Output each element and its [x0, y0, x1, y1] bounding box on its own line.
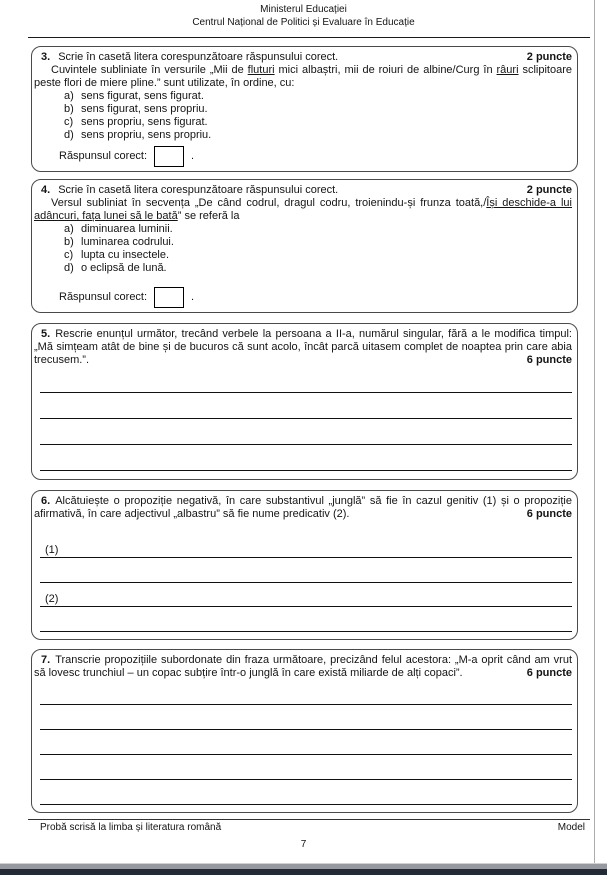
- option-c: [64, 116, 572, 129]
- slot-1-label: (1): [45, 544, 59, 556]
- bottom-bar-dark: [0, 869, 607, 875]
- option-d: [64, 262, 572, 275]
- option-b: [64, 236, 572, 249]
- body-text: sclipitoare peste flori de miere pline.” sunt utilizate, în ordine, cu:: [34, 64, 572, 89]
- question-body: [34, 328, 572, 367]
- option-b: [64, 103, 572, 116]
- writing-line[interactable]: [40, 534, 572, 558]
- option-letter: b): [64, 103, 74, 115]
- points-badge: 2 puncte: [526, 51, 572, 63]
- question-text: Transcrie propozițiile subordonate din fraza următoare, precizând felul acestora: „M-a oprit când am vrut să lovesc trunchiul – un copac subțire într-o junglă în care există miliarde de alți copaci”.: [34, 654, 572, 679]
- options-list: [64, 223, 572, 275]
- option-letter: b): [64, 236, 74, 248]
- question-6-box: [31, 490, 578, 640]
- page-right-edge: [594, 0, 595, 863]
- body-text: Cuvintele subliniate în versurile „Mii de: [51, 64, 248, 76]
- option-text: lupta cu insectele.: [81, 249, 170, 261]
- question-3-box: [31, 46, 578, 172]
- writing-line[interactable]: [40, 680, 572, 705]
- question-text: Alcătuiește o propoziție negativă, în care substantivul „junglă” să fie în cazul genitiv (1) și o propoziție afirmativă, în care adjectivul „albastru” să fie nume predicativ (2).: [34, 495, 572, 520]
- writing-line[interactable]: [40, 780, 572, 805]
- question-title: Scrie în casetă litera corespunzătoare răspunsului corect.: [58, 184, 339, 196]
- question-title: Scrie în casetă litera corespunzătoare răspunsului corect.: [58, 51, 339, 63]
- answer-input-box[interactable]: [154, 146, 184, 167]
- page-number: 7: [300, 839, 307, 850]
- option-text: sens propriu, sens propriu.: [81, 129, 212, 141]
- header-line-2: Centrul Național de Politici și Evaluare în Educație: [192, 17, 415, 28]
- option-letter: c): [64, 249, 74, 261]
- question-body: [34, 654, 572, 680]
- writing-line[interactable]: [40, 445, 572, 471]
- option-text: sens propriu, sens figurat.: [81, 116, 208, 128]
- writing-line[interactable]: [40, 755, 572, 780]
- slot-2-label: (2): [45, 593, 59, 605]
- writing-line[interactable]: [40, 607, 572, 632]
- header-divider: [28, 37, 590, 38]
- option-letter: a): [64, 90, 74, 102]
- answer-input-box[interactable]: [154, 287, 184, 308]
- footer-right-text: Model: [557, 822, 585, 833]
- header-line-1: Ministerul Educației: [260, 4, 347, 15]
- question-3-header: [34, 51, 572, 64]
- option-d: [64, 129, 572, 142]
- option-letter: d): [64, 262, 74, 274]
- writing-lines: [40, 680, 572, 805]
- writing-line[interactable]: [40, 419, 572, 445]
- option-text: sens figurat, sens figurat.: [81, 90, 204, 102]
- document-header: [0, 0, 607, 29]
- question-number: 6.: [41, 495, 51, 507]
- answer-row: [59, 287, 572, 308]
- question-4-header: [34, 184, 572, 197]
- answer-row: [59, 146, 572, 167]
- question-number: 5.: [41, 328, 51, 340]
- writing-line[interactable]: [40, 730, 572, 755]
- question-text: Rescrie enunțul următor, trecând verbele la persoana a II-a, numărul singular, fără a le modifica timpul: „Mă simțeam atât de bine și de bucuros că sunt acolo, încât parcă uitasem complet de noaptea prin care abia trecusem.”.: [34, 328, 572, 366]
- options-list: [64, 90, 572, 142]
- question-body: [34, 495, 572, 521]
- question-7-box: [31, 649, 578, 813]
- points-badge: 6 puncte: [526, 667, 572, 679]
- writing-line[interactable]: [40, 583, 572, 607]
- underlined-text: fluturi: [247, 64, 275, 76]
- footer-left-text: Probă scrisă la limba și literatura română: [40, 822, 222, 833]
- answer-suffix: .: [191, 150, 195, 162]
- option-text: sens figurat, sens propriu.: [81, 103, 208, 115]
- question-5-box: [31, 323, 578, 480]
- option-letter: a): [64, 223, 74, 235]
- question-4-box: [31, 179, 578, 313]
- option-c: [64, 249, 572, 262]
- document-footer: [28, 822, 590, 834]
- writing-line[interactable]: [40, 705, 572, 730]
- option-a: [64, 223, 572, 236]
- answer-label: Răspunsul corect:: [59, 150, 148, 162]
- points-badge: 6 puncte: [526, 354, 572, 366]
- question-number: 3.: [41, 51, 51, 63]
- body-text: ” se referă la: [177, 210, 240, 222]
- body-text: mici albaștri, mii de roiuri de albine/Curg în: [274, 64, 497, 76]
- option-text: diminuarea luminii.: [81, 223, 173, 235]
- underlined-text: râuri: [496, 64, 519, 76]
- body-text: Versul subliniat în secvența „De când codrul, dragul codru, troienindu-și frunza toată,/: [51, 197, 487, 209]
- option-a: [64, 90, 572, 103]
- option-letter: c): [64, 116, 74, 128]
- question-number: 4.: [41, 184, 51, 196]
- writing-line[interactable]: [40, 367, 572, 393]
- question-body: [34, 64, 572, 90]
- option-text: o eclipsă de lună.: [81, 262, 167, 274]
- question-number: 7.: [41, 654, 51, 666]
- answer-suffix: .: [191, 291, 195, 303]
- points-badge: 2 puncte: [526, 184, 572, 196]
- writing-line[interactable]: [40, 558, 572, 583]
- footer-divider: [28, 819, 590, 820]
- writing-lines: [40, 367, 572, 471]
- option-letter: d): [64, 129, 74, 141]
- answer-label: Răspunsul corect:: [59, 291, 148, 303]
- underlined-text: Își deschide-a lui adâncuri, fața lunei să le bată: [34, 197, 572, 222]
- points-badge: 6 puncte: [526, 508, 572, 520]
- question-body: [34, 197, 572, 223]
- option-text: luminarea codrului.: [81, 236, 174, 248]
- writing-line[interactable]: [40, 393, 572, 419]
